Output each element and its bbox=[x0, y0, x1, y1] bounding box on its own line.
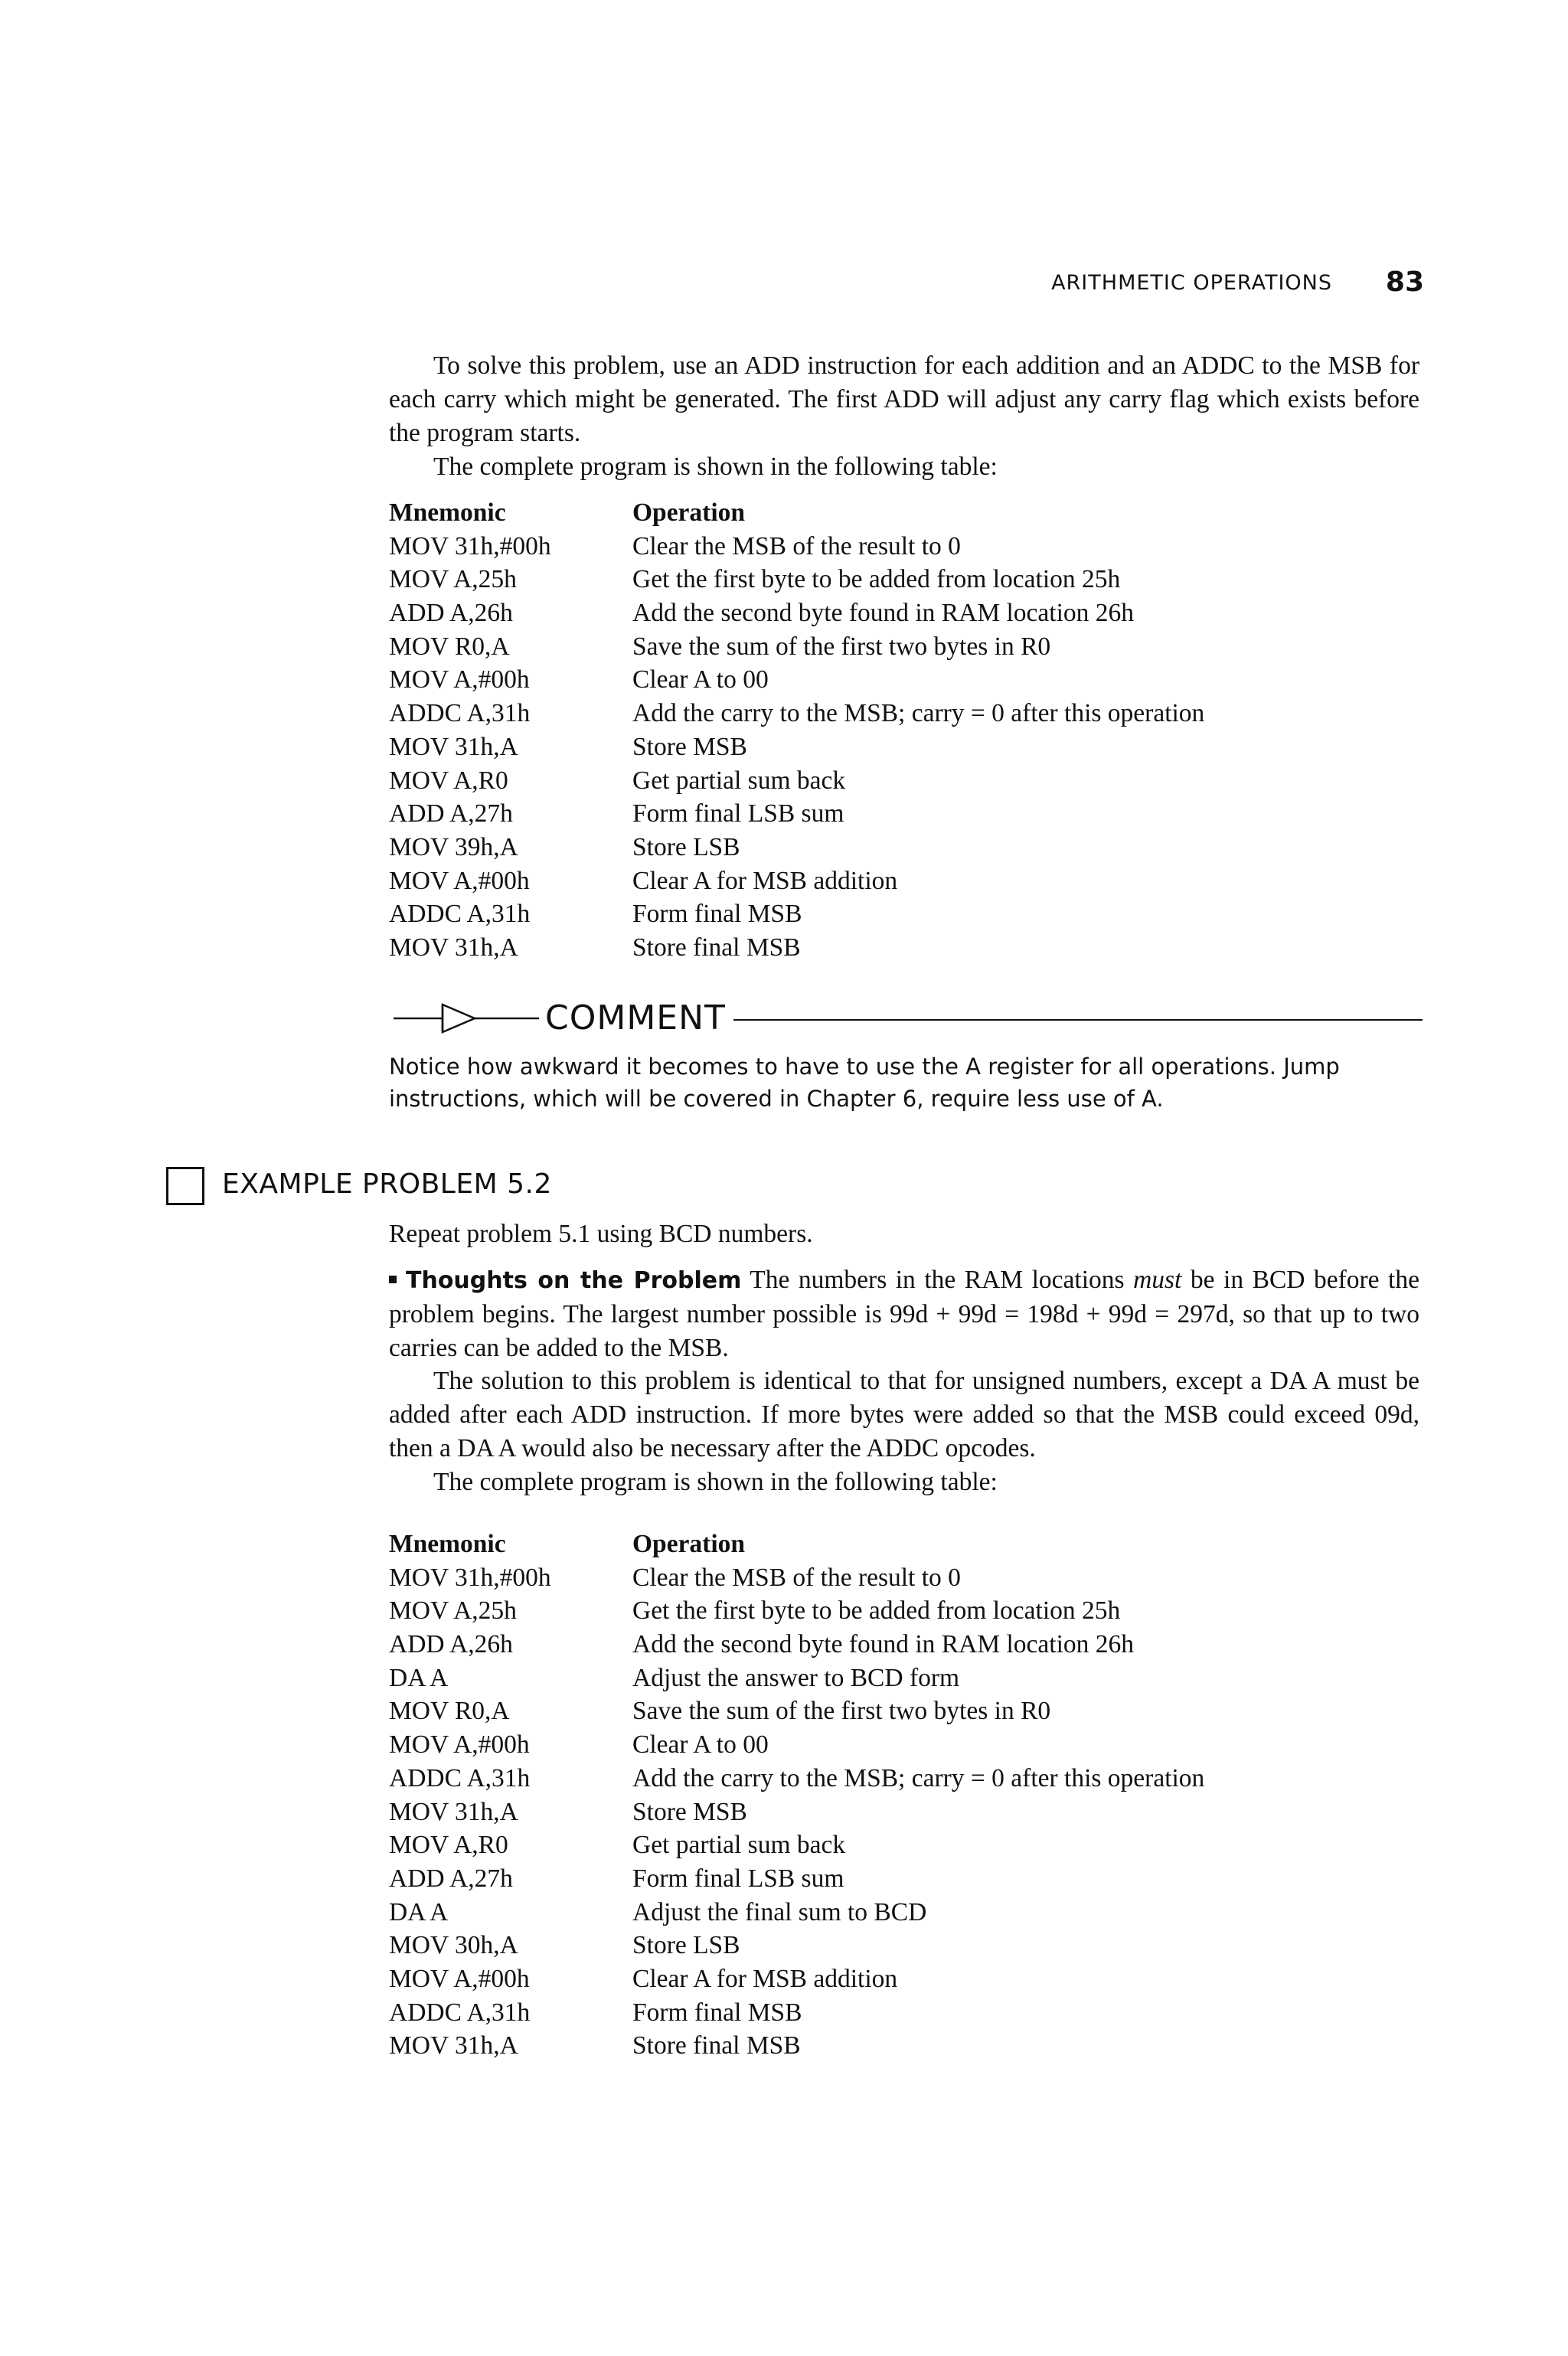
operation-cell: Get the first byte to be added from location 25h bbox=[632, 565, 1121, 594]
mnemonic-cell: ADD A,27h bbox=[389, 1864, 513, 1893]
mnemonic-cell: ADDC A,31h bbox=[389, 900, 531, 929]
table-row bbox=[389, 867, 1423, 900]
thoughts-emphasis: must bbox=[1133, 1266, 1182, 1294]
mnemonic-cell: MOV 31h,A bbox=[389, 2031, 518, 2060]
table-row bbox=[389, 1764, 1423, 1798]
operation-cell: Get the first byte to be added from location 25h bbox=[632, 1596, 1121, 1626]
operation-cell: Get partial sum back bbox=[632, 766, 846, 795]
comment-rule bbox=[733, 1019, 1423, 1021]
operation-cell: Form final LSB sum bbox=[632, 1864, 844, 1893]
table-row bbox=[389, 1898, 1423, 1932]
mnemonic-cell: MOV A,R0 bbox=[389, 1831, 508, 1860]
table-row bbox=[389, 1630, 1423, 1664]
mnemonic-header: Mnemonic bbox=[389, 498, 506, 527]
thoughts-pre: The numbers in the RAM locations bbox=[750, 1266, 1125, 1294]
page-number: 83 bbox=[1385, 266, 1424, 298]
mnemonic-header: Mnemonic bbox=[389, 1530, 506, 1558]
table-2-intro: The complete program is shown in the following table: bbox=[433, 1468, 998, 1496]
table-row bbox=[389, 900, 1423, 933]
mnemonic-cell: MOV A,R0 bbox=[389, 766, 508, 795]
operation-cell: Store MSB bbox=[632, 1797, 747, 1826]
mnemonic-cell: MOV 31h,#00h bbox=[389, 531, 551, 560]
operation-cell: Form final LSB sum bbox=[632, 799, 844, 828]
intro-paragraph: To solve this problem, use an ADD instruction for each addition and an ADDC to the MSB for each carry which might be generated. The first ADD will adjust any carry flag which exists before the program starts. bbox=[389, 351, 1419, 447]
table-row bbox=[389, 599, 1423, 632]
table-row bbox=[389, 2031, 1423, 2065]
operation-cell: Form final MSB bbox=[632, 1998, 802, 2027]
running-title: ARITHMETIC OPERATIONS bbox=[1051, 271, 1332, 295]
table-row bbox=[389, 833, 1423, 867]
mnemonic-cell: DA A bbox=[389, 1897, 449, 1926]
operation-cell: Store LSB bbox=[632, 1931, 740, 1960]
operation-cell: Store final MSB bbox=[632, 2031, 801, 2060]
mnemonic-cell: MOV A,#00h bbox=[389, 866, 530, 895]
table-row bbox=[389, 1697, 1423, 1730]
mnemonic-cell: MOV A,#00h bbox=[389, 1730, 530, 1760]
operation-cell: Clear A to 00 bbox=[632, 665, 769, 694]
operation-cell: Store final MSB bbox=[632, 933, 801, 962]
mnemonic-cell: MOV 31h,A bbox=[389, 933, 518, 962]
operation-cell: Adjust the answer to BCD form bbox=[632, 1663, 960, 1692]
table-row bbox=[389, 699, 1423, 733]
table-header-row bbox=[389, 1530, 1423, 1564]
operation-cell: Add the second byte found in RAM location 26h bbox=[632, 599, 1135, 628]
operation-cell: Adjust the final sum to BCD bbox=[632, 1897, 927, 1926]
operation-cell: Store MSB bbox=[632, 732, 747, 761]
table-row bbox=[389, 766, 1423, 800]
table-intro: The complete program is shown in the following table: bbox=[433, 453, 998, 481]
mnemonic-cell: MOV 31h,A bbox=[389, 732, 518, 761]
comment-arrow-icon bbox=[389, 997, 545, 1040]
example-checkbox-icon bbox=[166, 1167, 204, 1205]
solution-paragraph: The solution to this problem is identical to that for unsigned numbers, except a DA A must be added after each ADD instruction. If more bytes were added so that the MSB could exceed 09d, then a DA A would also be necessary after the ADDC opcodes. bbox=[389, 1367, 1419, 1462]
table-row bbox=[389, 665, 1423, 699]
table-row bbox=[389, 632, 1423, 666]
comment-label: COMMENT bbox=[545, 998, 726, 1037]
table-row bbox=[389, 1798, 1423, 1832]
mnemonic-cell: ADD A,26h bbox=[389, 599, 513, 628]
mnemonic-cell: MOV 30h,A bbox=[389, 1931, 518, 1960]
table-row bbox=[389, 1831, 1423, 1864]
mnemonic-cell: MOV A,25h bbox=[389, 565, 517, 594]
mnemonic-cell: ADD A,27h bbox=[389, 799, 513, 828]
comment-text: Notice how awkward it becomes to have to use the A register for all operations. Jump instructions, which will be covered in Chapter 6, require less use of A. bbox=[389, 1054, 1340, 1112]
mnemonic-cell: ADDC A,31h bbox=[389, 1998, 531, 2027]
operation-cell: Clear the MSB of the result to 0 bbox=[632, 1563, 961, 1592]
operation-cell: Clear the MSB of the result to 0 bbox=[632, 531, 961, 560]
mnemonic-cell: MOV R0,A bbox=[389, 632, 510, 661]
mnemonic-cell: MOV 39h,A bbox=[389, 832, 518, 861]
example-heading: EXAMPLE PROBLEM 5.2 bbox=[222, 1168, 552, 1200]
thoughts-lead: Thoughts on the Problem bbox=[406, 1267, 742, 1294]
example-statement: Repeat problem 5.1 using BCD numbers. bbox=[389, 1220, 813, 1248]
table-row bbox=[389, 1564, 1423, 1597]
operation-cell: Get partial sum back bbox=[632, 1831, 846, 1860]
mnemonic-cell: ADD A,26h bbox=[389, 1630, 513, 1659]
operation-cell: Store LSB bbox=[632, 832, 740, 861]
table-row bbox=[389, 799, 1423, 833]
table-row bbox=[389, 1864, 1423, 1898]
program-table-1 bbox=[389, 498, 1423, 967]
operation-cell: Save the sum of the first two bytes in R0 bbox=[632, 1697, 1051, 1726]
thoughts-post: be in BCD before the problem begins. The largest number possible is 99d + 99d = 198d + 99d = 297d, so that up to two carries can be added to the MSB. bbox=[389, 1266, 1419, 1362]
comment-heading bbox=[389, 997, 1423, 1040]
mnemonic-cell: MOV A,25h bbox=[389, 1596, 517, 1626]
operation-cell: Form final MSB bbox=[632, 900, 802, 929]
program-table-2 bbox=[389, 1530, 1423, 2065]
mnemonic-cell: MOV 31h,A bbox=[389, 1797, 518, 1826]
bullet-icon bbox=[389, 1276, 397, 1283]
mnemonic-cell: MOV R0,A bbox=[389, 1697, 510, 1726]
mnemonic-cell: DA A bbox=[389, 1663, 449, 1692]
operation-cell: Add the carry to the MSB; carry = 0 after this operation bbox=[632, 699, 1205, 728]
mnemonic-cell: MOV A,#00h bbox=[389, 665, 530, 694]
running-head bbox=[980, 266, 1424, 300]
operation-cell: Add the carry to the MSB; carry = 0 after this operation bbox=[632, 1763, 1205, 1792]
operation-cell: Save the sum of the first two bytes in R0 bbox=[632, 632, 1051, 661]
table-row bbox=[389, 1965, 1423, 1998]
thoughts-paragraph bbox=[389, 1263, 1419, 1365]
table-row bbox=[389, 1596, 1423, 1630]
mnemonic-cell: MOV 31h,#00h bbox=[389, 1563, 551, 1592]
table-row bbox=[389, 733, 1423, 766]
operation-cell: Clear A to 00 bbox=[632, 1730, 769, 1760]
operation-header: Operation bbox=[632, 498, 746, 527]
table-body bbox=[389, 1564, 1423, 2065]
table-row bbox=[389, 532, 1423, 566]
table-header-row bbox=[389, 498, 1423, 532]
mnemonic-cell: MOV A,#00h bbox=[389, 1964, 530, 1993]
operation-cell: Clear A for MSB addition bbox=[632, 1964, 898, 1993]
mnemonic-cell: ADDC A,31h bbox=[389, 1763, 531, 1792]
table-body bbox=[389, 532, 1423, 967]
table-row bbox=[389, 1998, 1423, 2032]
table-row bbox=[389, 565, 1423, 599]
table-row bbox=[389, 1730, 1423, 1764]
operation-cell: Add the second byte found in RAM location 26h bbox=[632, 1630, 1135, 1659]
operation-cell: Clear A for MSB addition bbox=[632, 866, 898, 895]
table-row bbox=[389, 933, 1423, 967]
mnemonic-cell: ADDC A,31h bbox=[389, 699, 531, 728]
table-row bbox=[389, 1664, 1423, 1698]
operation-header: Operation bbox=[632, 1530, 746, 1558]
table-row bbox=[389, 1931, 1423, 1965]
